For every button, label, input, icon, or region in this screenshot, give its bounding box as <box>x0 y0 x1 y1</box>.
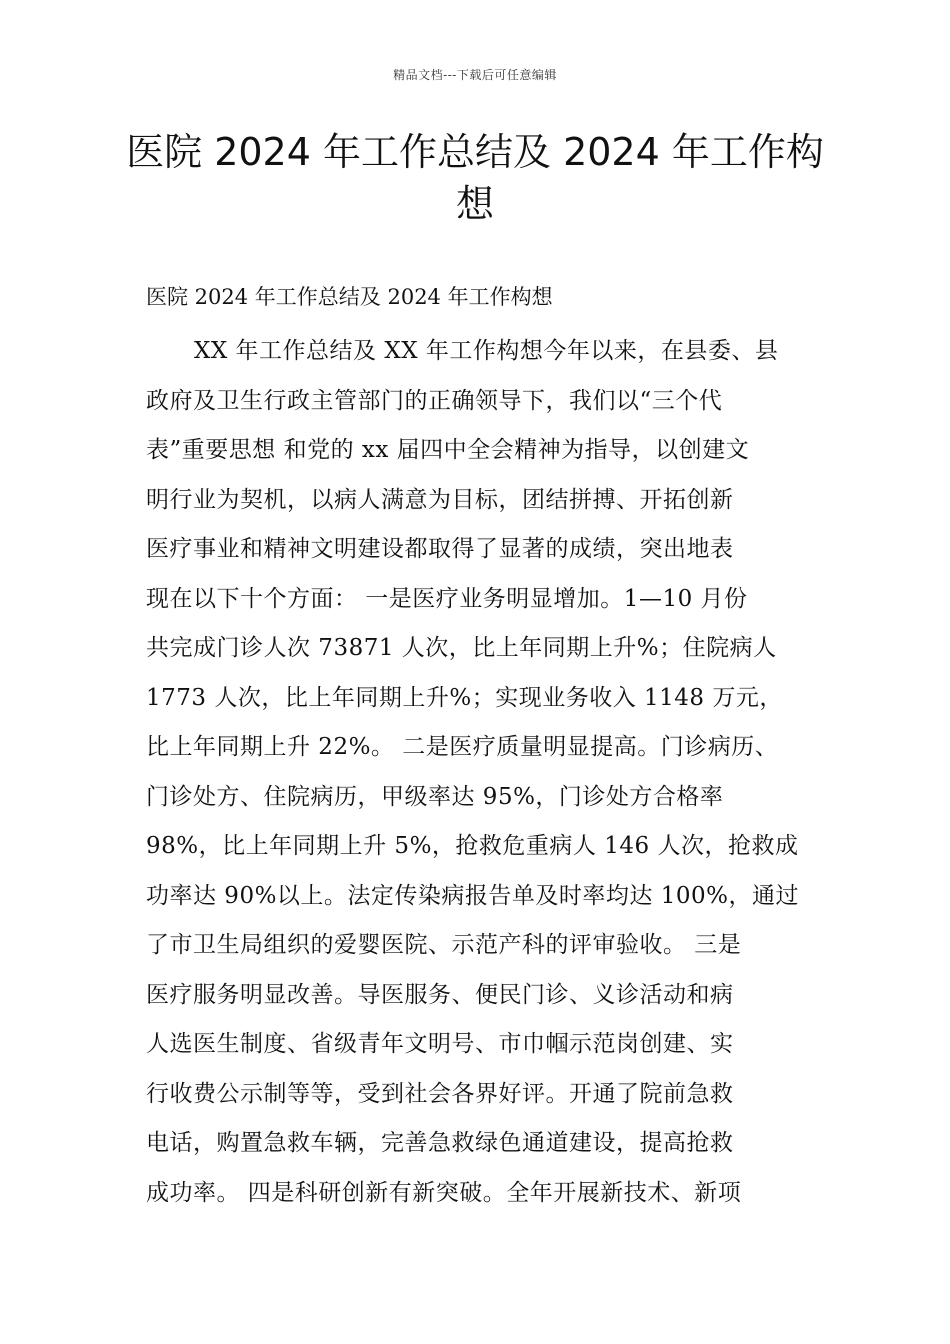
body-line: 现在以下十个方面： 一是医疗业务明显增加。1—10 月份 <box>146 585 748 612</box>
page-title <box>120 126 830 230</box>
body-line: 行收费公示制等等，受到社会各界好评。开通了院前急救 <box>146 1080 734 1107</box>
body-line: 人选医生制度、省级青年文明号、市巾帼示范岗创建、实 <box>146 1031 734 1057</box>
body-line: 功率达 90%以上。法定传染病报告单及时率均达 100%，通过 <box>146 882 799 909</box>
body-line: 共完成门诊人次 73871 人次，比上年同期上升%；住院病人 <box>146 635 777 661</box>
body-line: 明行业为契机，以病人满意为目标，团结拼搏、开拓创新 <box>146 486 734 513</box>
body-line: 了市卫生局组织的爱婴医院、示范产科的评审验收。 三是 <box>146 932 742 958</box>
title-line-2: 想 <box>455 182 494 226</box>
body-line: 成功率。 四是科研创新有新突破。全年开展新技术、新项 <box>146 1179 742 1206</box>
body-line: 政府及卫生行政主管部门的正确领导下，我们以“三个代 <box>146 387 723 414</box>
header-note: 精品文档---下载后可任意编辑 <box>393 68 557 82</box>
title-line-1: 医院 2024 年工作总结及 2024 年工作构 <box>126 130 824 174</box>
body-line: XX 年工作总结及 XX 年工作构想今年以来，在县委、县 <box>194 338 779 364</box>
body-line: 比上年同期上升 22%。 二是医疗质量明显提高。门诊病历、 <box>146 734 779 760</box>
body-line: 电话，购置急救车辆，完善急救绿色通道建设，提高抢救 <box>146 1130 734 1156</box>
body-line: 98%，比上年同期上升 5%，抢救危重病人 146 人次，抢救成 <box>146 833 799 859</box>
body-line: 门诊处方、住院病历，甲级率达 95%，门诊处方合格率 <box>146 783 724 810</box>
body-line: 1773 人次，比上年同期上升%；实现业务收入 1148 万元， <box>146 684 783 711</box>
body-line: 医疗事业和精神文明建设都取得了显著的成绩，突出地表 <box>146 536 734 562</box>
body-line: 表”重要思想 和党的 xx 届四中全会精神为指导，以创建文 <box>146 437 750 463</box>
body-line: 医疗服务明显改善。导医服务、便民门诊、义诊活动和病 <box>146 981 734 1008</box>
body-text <box>146 333 836 1224</box>
subtitle: 医院 2024 年工作总结及 2024 年工作构想 <box>146 285 553 309</box>
